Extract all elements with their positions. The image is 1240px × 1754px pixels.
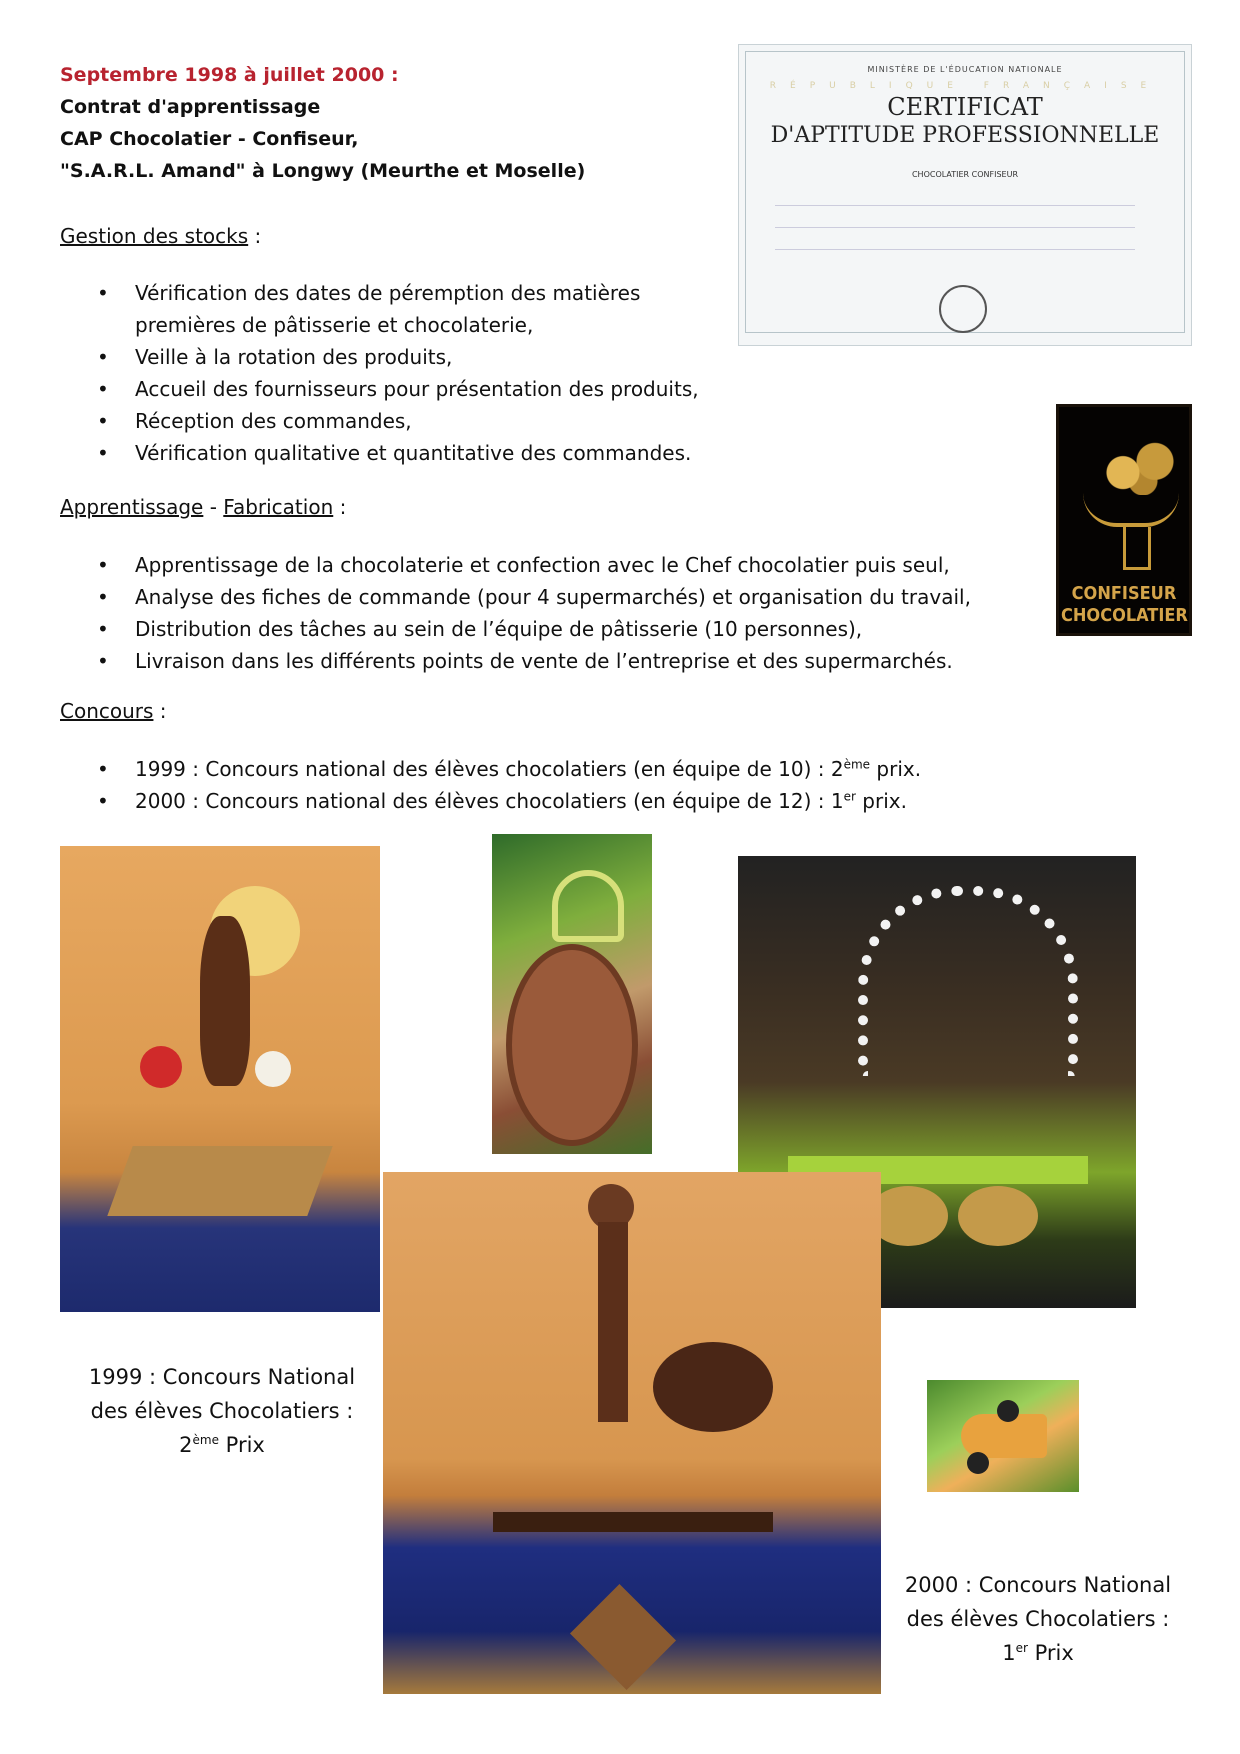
apprentissage-sep: - <box>203 495 224 519</box>
caption-2000-prize: 1er Prix <box>1002 1641 1074 1665</box>
caption-1999-line2: des élèves Chocolatiers : <box>90 1399 354 1423</box>
contract-line: Contrat d'apprentissage <box>60 96 321 118</box>
certificate-specialty: CHOCOLATIER CONFISEUR <box>911 170 1019 179</box>
chocolate-egg-photo <box>492 834 652 1154</box>
fabrication-title: Fabrication <box>223 495 334 519</box>
chocolate-racecar-photo <box>927 1380 1079 1492</box>
certificate-rule <box>775 227 1135 228</box>
wheel-icon <box>997 1400 1019 1422</box>
list-item: • Accueil des fournisseurs pour présentation des produits, <box>60 373 699 405</box>
figure-body <box>598 1222 628 1422</box>
red-ball-icon <box>140 1046 182 1088</box>
wheel-icon <box>967 1452 989 1474</box>
basket-icon <box>958 1186 1038 1246</box>
list-item: • 1999 : Concours national des élèves chocolatiers (en équipe de 10) : 2ème prix. <box>60 753 921 785</box>
ribbon-icon <box>552 870 624 942</box>
confiseur-chocolatier-logo <box>1056 404 1192 636</box>
star-piece <box>570 1584 676 1690</box>
certificate-seal-icon <box>939 285 987 333</box>
company-line: "S.A.R.L. Amand" à Longwy (Meurthe et Moselle) <box>60 160 586 182</box>
stocks-list <box>60 277 699 469</box>
stocks-heading <box>60 224 261 248</box>
certificate-watermark: RÉPUBLIQUE FRANÇAISE <box>769 81 1161 91</box>
certificate-ministry: MINISTÈRE DE L'ÉDUCATION NATIONALE <box>867 65 1063 74</box>
concours-list <box>60 753 921 817</box>
caption-2000-line1: 2000 : Concours National <box>904 1573 1172 1597</box>
caption-2000-line2: des élèves Chocolatiers : <box>906 1607 1170 1631</box>
sculpture-figure <box>200 916 250 1086</box>
sculpture-base <box>107 1146 332 1216</box>
apprentissage-suffix: : <box>333 495 347 519</box>
list-item: • Veille à la rotation des produits, <box>60 341 699 373</box>
concours-heading <box>60 699 167 723</box>
concours-title: Concours <box>60 699 154 723</box>
concours-suffix: : <box>153 699 167 723</box>
list-item: • Réception des commandes, <box>60 405 699 437</box>
sculpture-bar <box>493 1512 773 1532</box>
white-ball-icon <box>255 1051 291 1087</box>
caption-2000 <box>888 1568 1188 1670</box>
logo-line-2: CHOCOLATIER <box>1061 605 1188 626</box>
apprentissage-heading <box>60 495 346 519</box>
certificate-image <box>738 44 1192 346</box>
apprentissage-list <box>60 549 971 677</box>
stocks-suffix: : <box>248 224 262 248</box>
list-item: • Vérification des dates de péremption des matières premières de pâtisserie et chocolaterie, <box>60 277 699 341</box>
list-item: • Distribution des tâches au sein de l’équipe de pâtisserie (10 personnes), <box>60 613 971 645</box>
certificate-rule <box>775 205 1135 206</box>
bowl-stem-icon <box>1123 527 1151 570</box>
certificate-rule <box>775 249 1135 250</box>
list-item: • Analyse des fiches de commande (pour 4 supermarchés) et organisation du travail, <box>60 581 971 613</box>
caption-1999-prize: 2ème Prix <box>179 1433 265 1457</box>
certificate-title: CERTIFICAT <box>887 93 1043 121</box>
apprentissage-title: Apprentissage <box>60 495 204 519</box>
chocolate-sculpture-2000-photo <box>383 1172 881 1694</box>
list-item: • 2000 : Concours national des élèves chocolatiers (en équipe de 12) : 1er prix. <box>60 785 921 817</box>
caption-1999-line1: 1999 : Concours National <box>88 1365 356 1389</box>
list-item: • Vérification qualitative et quantitative des commandes. <box>60 437 699 469</box>
certificate-subtitle: D'APTITUDE PROFESSIONNELLE <box>770 123 1160 148</box>
logo-line-1: CONFISEUR <box>1071 583 1177 604</box>
list-item: • Apprentissage de la chocolaterie et confection avec le Chef chocolatier puis seul, <box>60 549 971 581</box>
period-heading: Septembre 1998 à juillet 2000 : <box>60 64 399 86</box>
stocks-title: Gestion des stocks <box>60 224 249 248</box>
chocolate-bowl <box>653 1342 773 1432</box>
diploma-line: CAP Chocolatier - Confiseur, <box>60 128 359 150</box>
egg-icon <box>506 944 638 1146</box>
fruit-basket-icon <box>1099 439 1179 495</box>
arch-icon <box>858 886 1078 1076</box>
chocolate-sculpture-1999-photo <box>60 846 380 1312</box>
list-item: • Livraison dans les différents points de vente de l’entreprise et des supermarchés. <box>60 645 971 677</box>
bowl-icon <box>1083 493 1179 527</box>
caption-1999 <box>60 1360 384 1462</box>
